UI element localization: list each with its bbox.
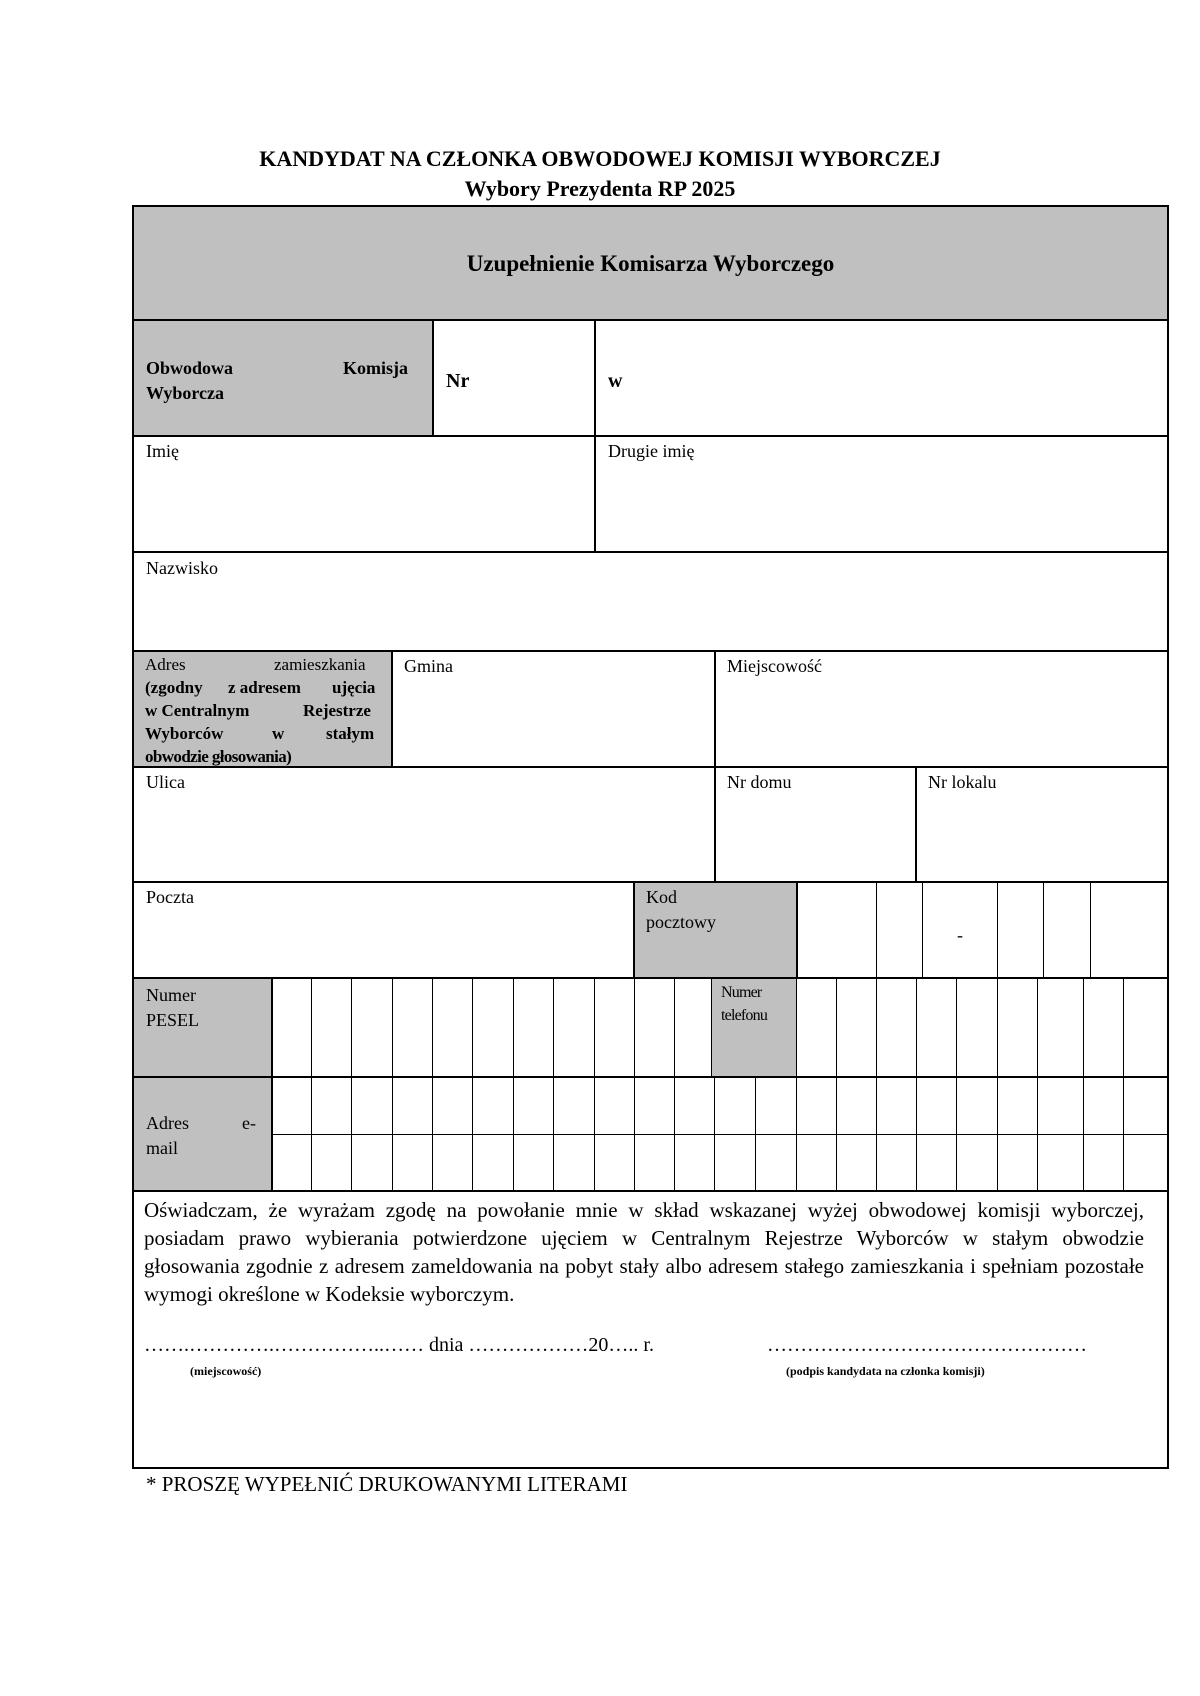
pesel-field[interactable] <box>273 979 710 1076</box>
v-line <box>432 320 434 436</box>
second-name-label: Drugie imię <box>608 441 695 461</box>
v-line <box>796 978 797 1077</box>
place-caption: (miejscowość) <box>190 1364 262 1378</box>
v-line <box>714 767 716 882</box>
commune-label: Gmina <box>404 656 453 676</box>
date-line: …….………….……………..…… dnia ………………20….. r. <box>144 1334 654 1356</box>
surname-field[interactable] <box>136 582 1165 648</box>
flat-no-field[interactable] <box>919 796 1165 880</box>
second-name-field[interactable] <box>598 465 1165 549</box>
v-line <box>391 651 393 767</box>
address-label: z adresem <box>228 678 301 697</box>
v-line <box>594 320 596 436</box>
v-line <box>711 978 712 1077</box>
street-field[interactable] <box>136 796 712 880</box>
address-label: ujęcia <box>332 678 376 697</box>
address-label: w Centralnym <box>145 701 250 720</box>
locality-field[interactable] <box>718 680 1165 764</box>
email-field[interactable] <box>273 1078 1165 1189</box>
v-line <box>594 436 596 552</box>
pesel-label: PESEL <box>146 1010 200 1030</box>
h-line <box>132 319 1169 321</box>
commune-field[interactable] <box>395 680 712 764</box>
signature-caption: (podpis kandydata na członka komisji) <box>786 1364 985 1378</box>
email-label: Adres <box>146 1113 189 1133</box>
first-name-label: Imię <box>146 441 179 461</box>
page-title: KANDYDAT NA CZŁONKA OBWODOWEJ KOMISJI WYBORCZEJ <box>259 146 941 171</box>
address-label: obwodzie głosowania) <box>145 747 292 766</box>
postcode-field[interactable] <box>798 883 1165 977</box>
flat-no-label: Nr lokalu <box>928 772 997 792</box>
page-subtitle: Wybory Prezydenta RP 2025 <box>464 176 736 201</box>
street-label: Ulica <box>146 772 185 792</box>
border-right <box>1167 205 1169 1469</box>
first-name-field[interactable] <box>136 465 592 549</box>
border-top <box>132 205 1169 207</box>
email-label: e- <box>242 1113 256 1133</box>
section-title: Uzupełnienie Komisarza Wyborczego <box>466 251 835 276</box>
post-label: Poczta <box>146 887 194 907</box>
w-label: w <box>608 370 623 392</box>
address-label: (zgodny <box>145 678 203 697</box>
address-label: Wyborców <box>145 724 224 743</box>
postcode-label: pocztowy <box>646 912 716 932</box>
footer-note: * PROSZĘ WYPEŁNIĆ DRUKOWANYMI LITERAMI <box>146 1472 628 1496</box>
locality-label: Miejscowość <box>727 656 822 676</box>
postcode-dash: - <box>957 925 963 945</box>
address-label: zamieszkania <box>274 655 366 674</box>
h-line <box>132 435 1169 437</box>
pesel-label: Numer <box>146 985 196 1005</box>
address-label: w <box>272 724 285 743</box>
address-label: Adres <box>145 655 186 674</box>
house-no-field[interactable] <box>718 796 913 880</box>
postcode-label: Kod <box>646 887 677 907</box>
commission-label: Obwodowa <box>146 358 234 378</box>
phone-label: Numer <box>721 984 762 1001</box>
address-label: stałym <box>326 724 375 743</box>
post-field[interactable] <box>136 911 631 975</box>
h-line <box>132 551 1169 553</box>
border-bottom <box>132 1467 1169 1469</box>
signature-line: ………………………………………… <box>767 1334 1087 1356</box>
house-no-label: Nr domu <box>727 772 792 792</box>
h-line <box>132 1190 1169 1192</box>
address-label: Rejestrze <box>303 701 371 720</box>
v-line <box>714 651 716 767</box>
v-line <box>915 767 917 882</box>
v-line <box>633 882 635 978</box>
email-label: mail <box>146 1138 178 1158</box>
commission-label: Komisja <box>343 358 408 378</box>
declaration-text: Oświadczam, że wyrażam zgodę na powołanie mnie w skład wskazanej wyżej obwodowej komisji wyborczej, posiadam prawo wybierania potwierdzone ujęciem w Centralnym Rejestrze Wyborców w stałym obwodzie głosowania zgodnie z adresem zameldowania na pobyt stały albo adresem stałego zamieszkania i spełniam pozostałe wymogi określone w Kodeksie wyborczym. <box>144 1198 1144 1306</box>
h-line <box>132 650 1169 652</box>
commission-label: Wyborcza <box>146 383 224 403</box>
nr-label: Nr <box>446 370 470 392</box>
surname-label: Nazwisko <box>146 558 218 578</box>
border-left <box>132 205 134 1469</box>
phone-field[interactable] <box>798 979 1165 1076</box>
phone-label: telefonu <box>721 1007 768 1024</box>
